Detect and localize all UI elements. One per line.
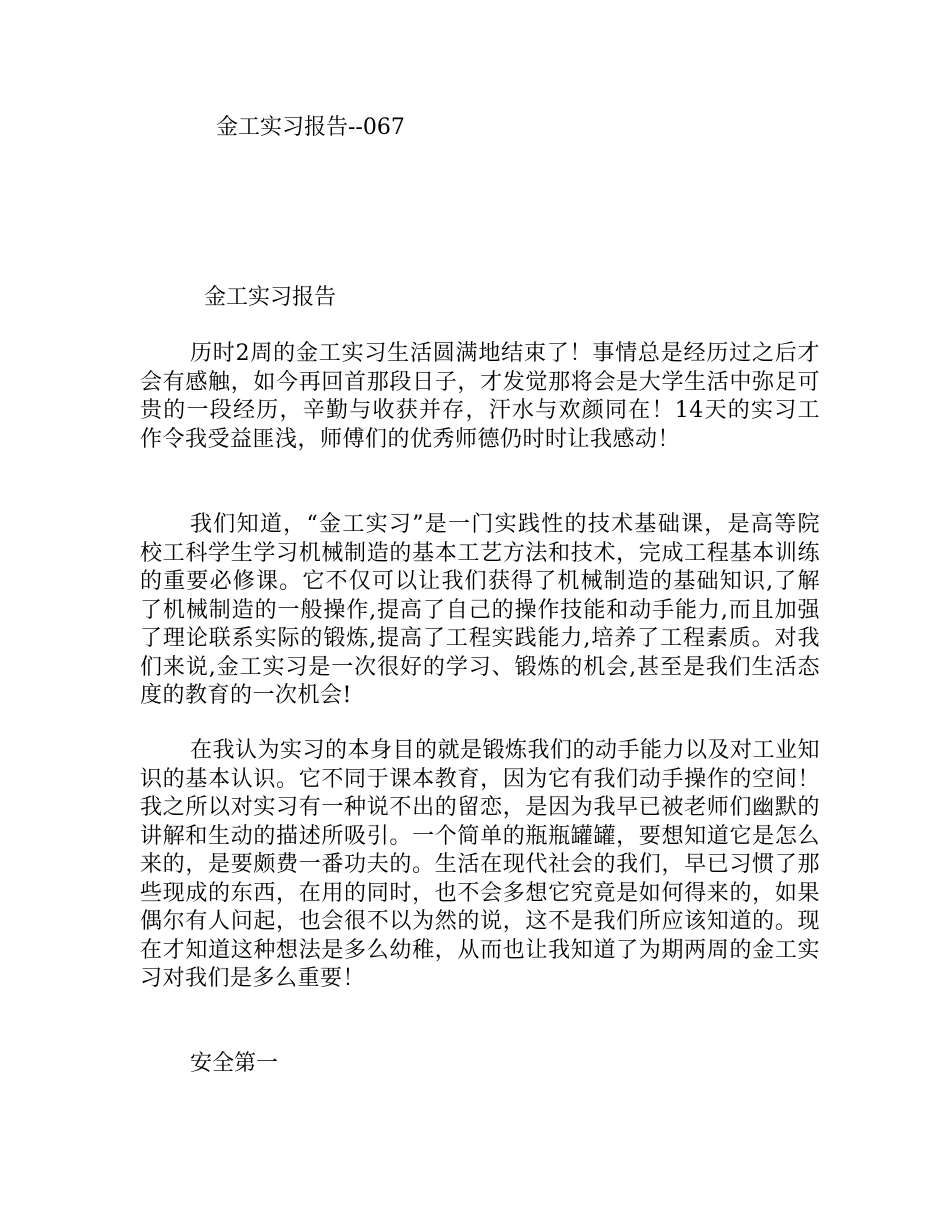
paragraph-block [140, 511, 820, 711]
paragraph: 在我认为实习的本身目的就是锻炼我们的动手能力以及对工业知识的基本认识。它不同于课本教育，因为它有我们动手操作的空间！我之所以对实习有一种说不出的留恋，是因为我早已被老师们幽默的讲解和生动的描述所吸引。一个简单的瓶瓶罐罐，要想知道它是怎么来的，是要颇费一番功夫的。生活在现代社会的我们，早已习惯了那些现成的东西，在用的同时，也不会多想它究竟是如何得来的，如果偶尔有人问起，也会很不以为然的说，这不是我们所应该知道的。现在才知道这种想法是多么幼稚，从而也让我知道了为期两周的金工实习对我们是多么重要！ [140, 738, 821, 991]
document-title: 金工实习报告--067 [216, 115, 405, 140]
paragraph-block [140, 340, 820, 454]
section-heading: 安全第一 [190, 1051, 279, 1076]
paragraph-block [140, 737, 820, 994]
report-heading: 金工实习报告 [204, 285, 337, 310]
paragraph: 历时2周的金工实习生活圆满地结束了！事情总是经历过之后才会有感触，如今再回首那段日子，才发觉那将会是大学生活中弥足可贵的一段经历，辛勤与收获并存，汗水与欢颜同在！14天的实习工作令我受益匪浅，师傅们的优秀师德仍时时让我感动！ [140, 341, 820, 452]
paragraph: 我们知道，“金工实习”是一门实践性的技术基础课，是高等院校工科学生学习机械制造的基本工艺方法和技术，完成工程基本训练的重要必修课。它不仅可以让我们获得了机械制造的基础知识,了解了机械制造的一般操作,提高了自己的操作技能和动手能力,而且加强了理论联系实际的锻炼,提高了工程实践能力,培养了工程素质。对我们来说,金工实习是一次很好的学习、锻炼的机会,甚至是我们生活态度的教育的一次机会! [140, 512, 820, 708]
